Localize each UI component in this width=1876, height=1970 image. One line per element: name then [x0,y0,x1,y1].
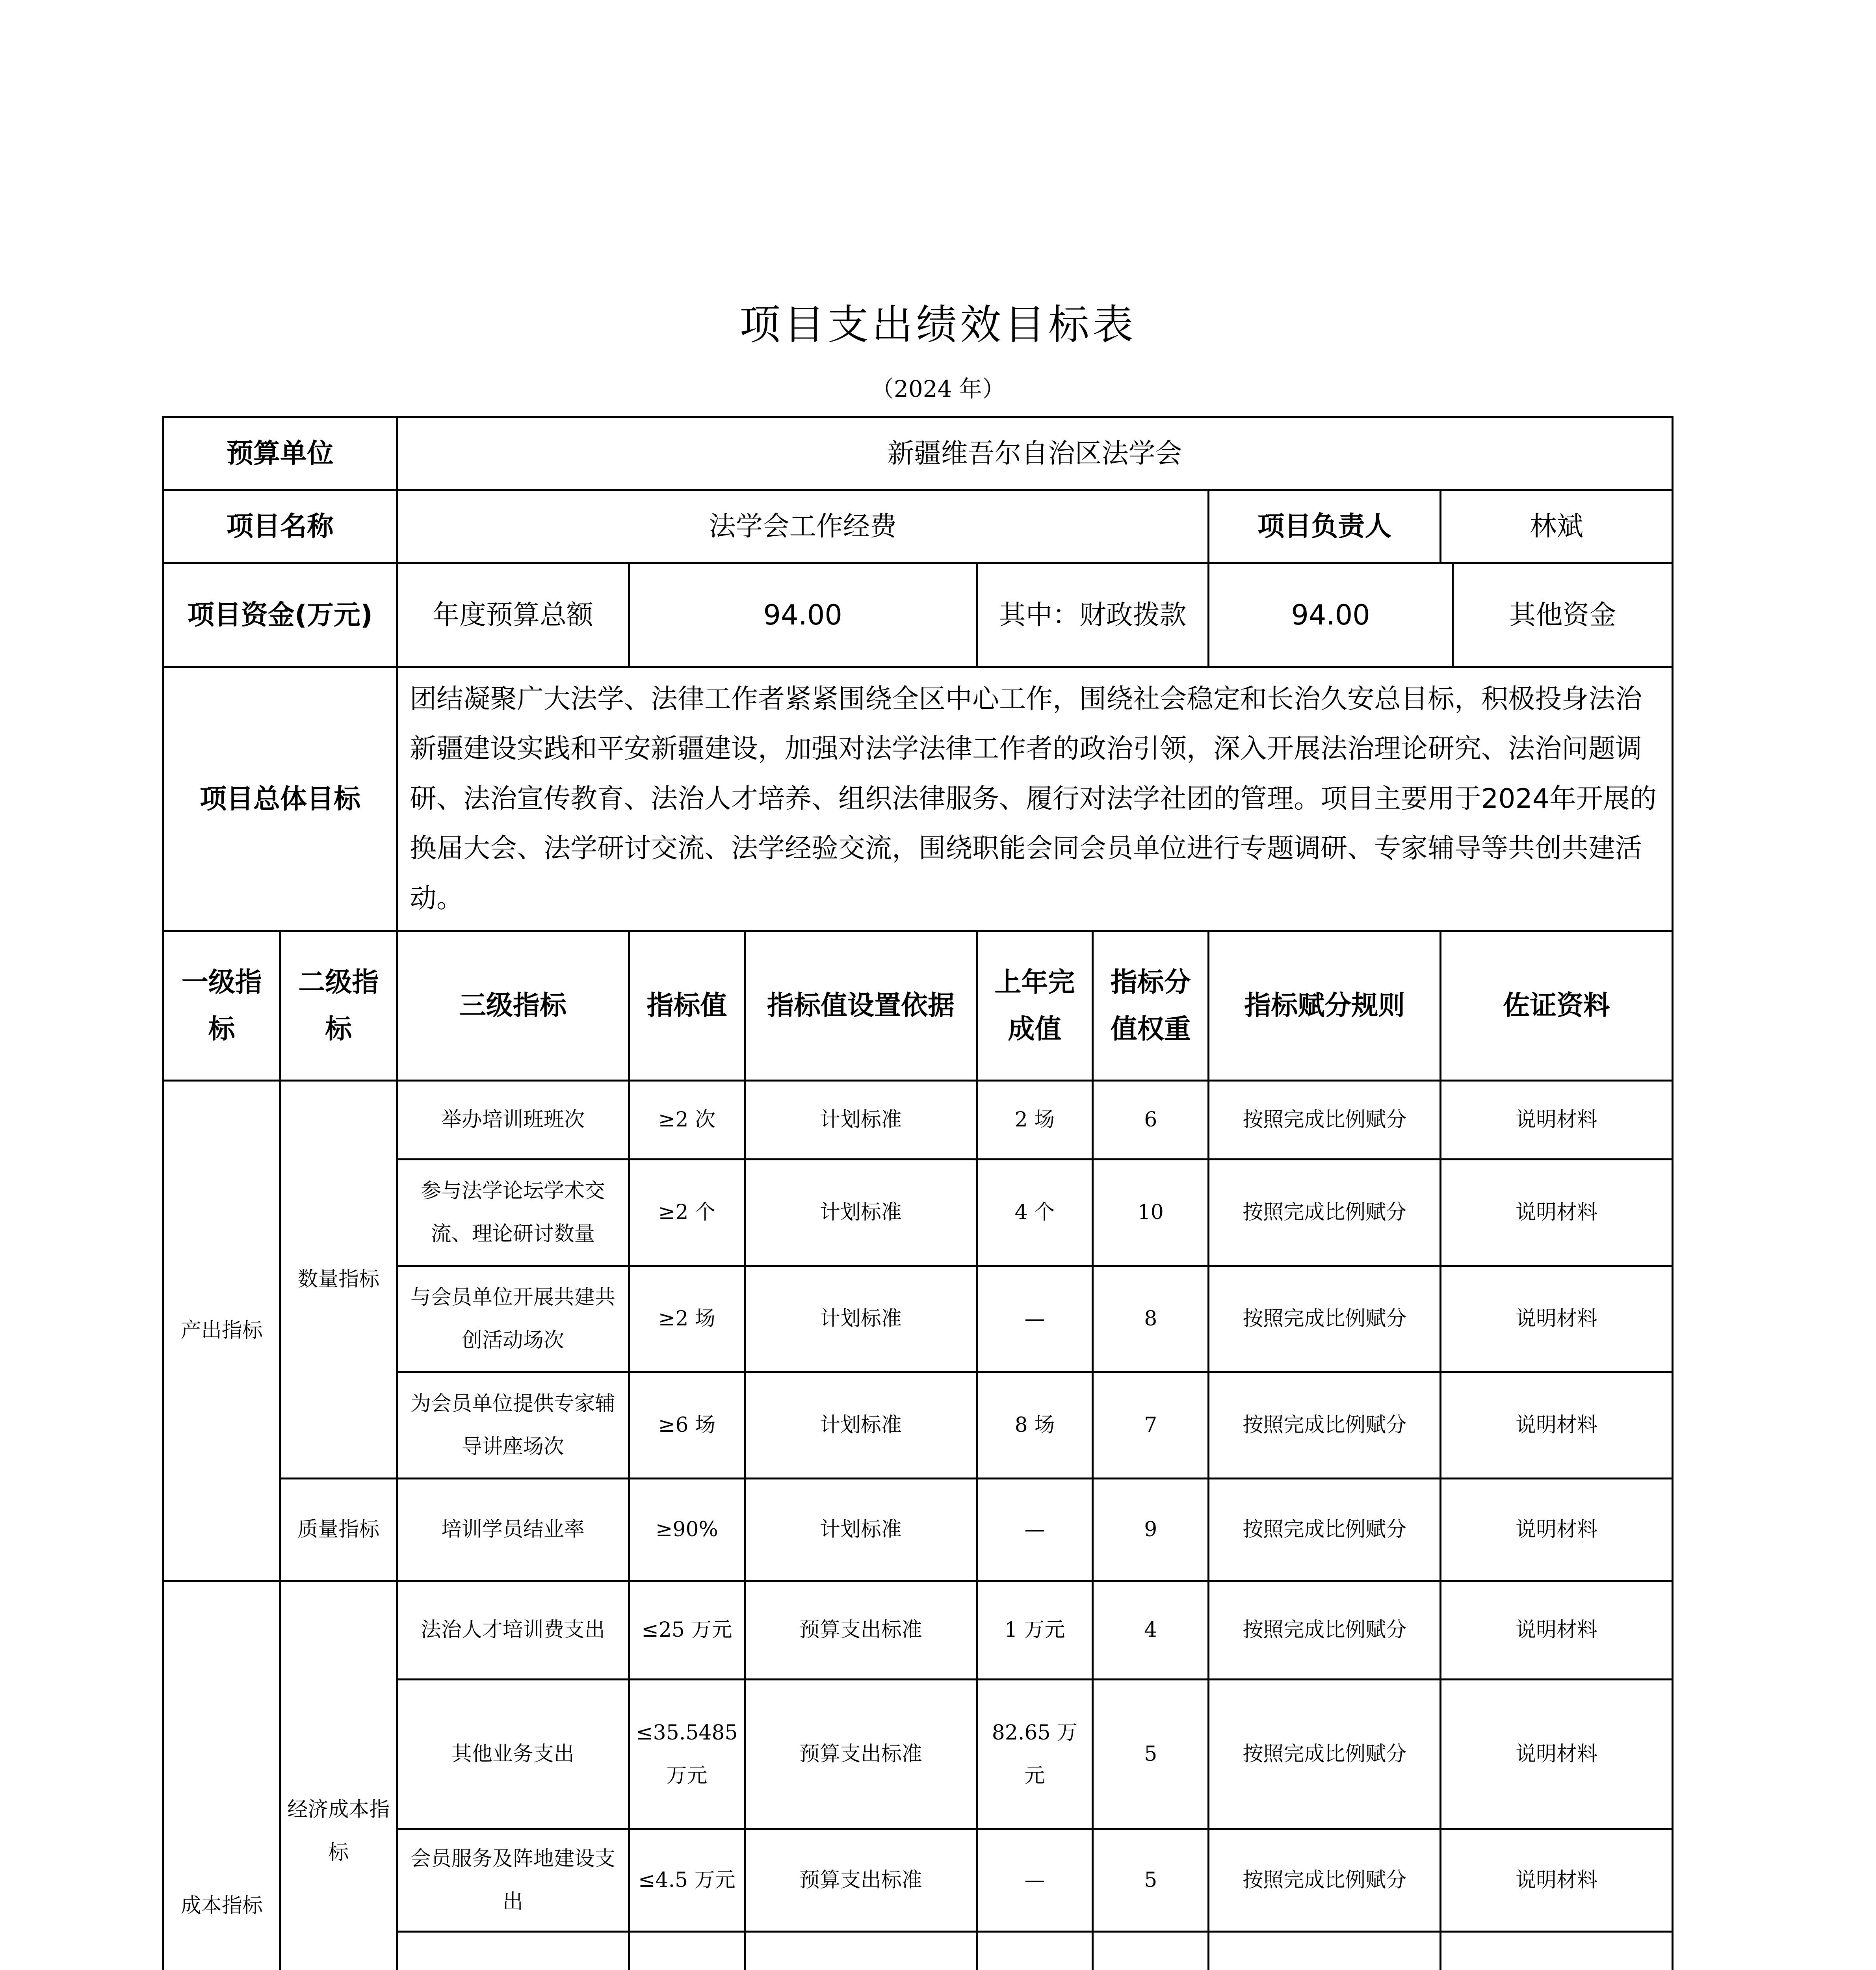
indicator-weight: 4 [1093,1581,1209,1680]
scoring-rule: 按照完成比例赋分 [1209,1829,1441,1932]
last-year-value: 2 场 [977,1081,1092,1160]
indicator-header-5: 上年完成值 [977,931,1092,1081]
indicator-header-row [163,931,1673,1081]
annual-budget-label: 年度预算总额 [397,563,629,667]
project-name-row [163,490,1673,563]
value-basis [745,1932,977,1970]
indicator-row [163,1081,1673,1160]
evidence-material: 说明材料 [1441,1266,1673,1372]
page-title: 项目支出绩效目标表 [739,301,1137,349]
value-basis: 计划标准 [745,1081,977,1160]
indicator-header-7: 指标赋分规则 [1209,931,1441,1081]
indicator-weight: 10 [1093,1160,1209,1266]
value-basis: 计划标准 [745,1266,977,1372]
project-funds-row [163,563,1673,667]
scoring-rule: 按照完成比例赋分 [1209,1160,1441,1266]
last-year-value: — [977,1479,1092,1581]
budget-unit-value: 新疆维吾尔自治区法学会 [397,417,1673,490]
overall-goal-text: 团结凝聚广大法学、法律工作者紧紧围绕全区中心工作，围绕社会稳定和长治久安总目标，积极投身法治新疆建设实践和平安新疆建设，加强对法学法律工作者的政治引领，深入开展法治理论研究、法治问题调研、法治宣传教育、法治人才培养、组织法律服务、履行对法学社团的管理。项目主要用于2024年开展的换届大会、法学研讨交流、法学经验交流，围绕职能会同会员单位进行专题调研、专家辅导等共创共建活动。 [397,667,1673,931]
indicator-value: ≤25 万元 [629,1581,745,1680]
value-basis: 预算支出标准 [745,1829,977,1932]
evidence-material: 说明材料 [1441,1479,1673,1581]
level3-indicator: 会员服务及阵地建设支出 [397,1829,629,1932]
indicator-header-8: 佐证资料 [1441,931,1673,1081]
evidence-material: 说明材料 [1441,1829,1673,1932]
value-basis: 计划标准 [745,1160,977,1266]
scoring-rule: 按照完成比例赋分 [1209,1680,1441,1829]
last-year-value: 8 场 [977,1372,1092,1479]
indicator-weight: 9 [1093,1479,1209,1581]
indicator-header-3: 指标值 [629,931,745,1081]
project-name-value: 法学会工作经费 [397,490,1209,563]
last-year-value: — [977,1266,1092,1372]
indicator-value: ≥2 个 [629,1160,745,1266]
value-basis: 预算支出标准 [745,1581,977,1680]
value-basis: 计划标准 [745,1372,977,1479]
level3-indicator [397,1932,629,1970]
evidence-material [1441,1932,1673,1970]
evidence-material: 说明材料 [1441,1680,1673,1829]
funds-tail [1209,563,1673,667]
level2-indicator: 质量指标 [280,1479,397,1581]
level3-indicator: 为会员单位提供专家辅导讲座场次 [397,1372,629,1479]
last-year-value: — [977,1829,1092,1932]
indicator-weight: 6 [1093,1081,1209,1160]
level3-indicator: 参与法学论坛学术交流、理论研讨数量 [397,1160,629,1266]
indicator-weight: 8 [1093,1266,1209,1372]
indicator-value: ≥2 场 [629,1266,745,1372]
level3-indicator: 其他业务支出 [397,1680,629,1829]
last-year-value [977,1932,1092,1970]
project-name-label: 项目名称 [163,490,397,563]
scoring-rule: 按照完成比例赋分 [1209,1372,1441,1479]
indicator-weight: 7 [1093,1372,1209,1479]
indicator-header-2: 三级指标 [397,931,629,1081]
level3-indicator: 法治人才培训费支出 [397,1581,629,1680]
performance-table [162,416,1674,1970]
fiscal-allocation-label: 其中：财政拨款 [977,563,1209,667]
last-year-value: 4 个 [977,1160,1092,1266]
level3-indicator: 举办培训班班次 [397,1081,629,1160]
indicator-weight: 5 [1093,1680,1209,1829]
scoring-rule [1209,1932,1441,1970]
evidence-material: 说明材料 [1441,1372,1673,1479]
fiscal-allocation-value: 94.00 [1209,564,1453,666]
indicator-row [163,1581,1673,1680]
indicator-value: ≥6 场 [629,1372,745,1479]
funds-label: 项目资金(万元) [163,563,397,667]
scoring-rule: 按照完成比例赋分 [1209,1581,1441,1680]
overall-goal-label: 项目总体目标 [163,667,397,931]
budget-unit-row [163,417,1673,490]
indicator-value: ≥90% [629,1479,745,1581]
level2-indicator: 经济成本指标 [280,1581,397,1970]
indicator-row [163,1479,1673,1581]
funds-tail-grid [1209,564,1672,666]
year-subtitle: （2024 年） [871,375,1005,402]
project-leader-label: 项目负责人 [1209,490,1441,563]
indicator-value [629,1932,745,1970]
evidence-material: 说明材料 [1441,1160,1673,1266]
other-funds-label-visible: 其他资金 [1509,599,1616,631]
value-basis: 预算支出标准 [745,1680,977,1829]
indicator-header-1: 二级指标 [280,931,397,1081]
project-leader-value: 林斌 [1441,490,1673,563]
indicator-weight [1093,1932,1209,1970]
indicator-value: ≤4.5 万元 [629,1829,745,1932]
indicator-header-0: 一级指标 [163,931,280,1081]
level1-indicator: 产出指标 [163,1081,280,1581]
scoring-rule: 按照完成比例赋分 [1209,1081,1441,1160]
level3-indicator: 与会员单位开展共建共创活动场次 [397,1266,629,1372]
indicator-value: ≤35.5485 万元 [629,1680,745,1829]
last-year-value: 1 万元 [977,1581,1092,1680]
indicator-value: ≥2 次 [629,1081,745,1160]
indicator-header-4: 指标值设置依据 [745,931,977,1081]
level3-indicator: 培训学员结业率 [397,1479,629,1581]
evidence-material: 说明材料 [1441,1081,1673,1160]
indicator-header-6: 指标分值权重 [1093,931,1209,1081]
level1-indicator: 成本指标 [163,1581,280,1970]
last-year-value: 82.65 万元 [977,1680,1092,1829]
annual-budget-value: 94.00 [629,563,977,667]
value-basis: 计划标准 [745,1479,977,1581]
level2-indicator: 数量指标 [280,1081,397,1479]
indicator-weight: 5 [1093,1829,1209,1932]
scoring-rule: 按照完成比例赋分 [1209,1266,1441,1372]
evidence-material: 说明材料 [1441,1581,1673,1680]
scoring-rule: 按照完成比例赋分 [1209,1479,1441,1581]
overall-goal-row [163,667,1673,931]
budget-unit-label: 预算单位 [163,417,397,490]
